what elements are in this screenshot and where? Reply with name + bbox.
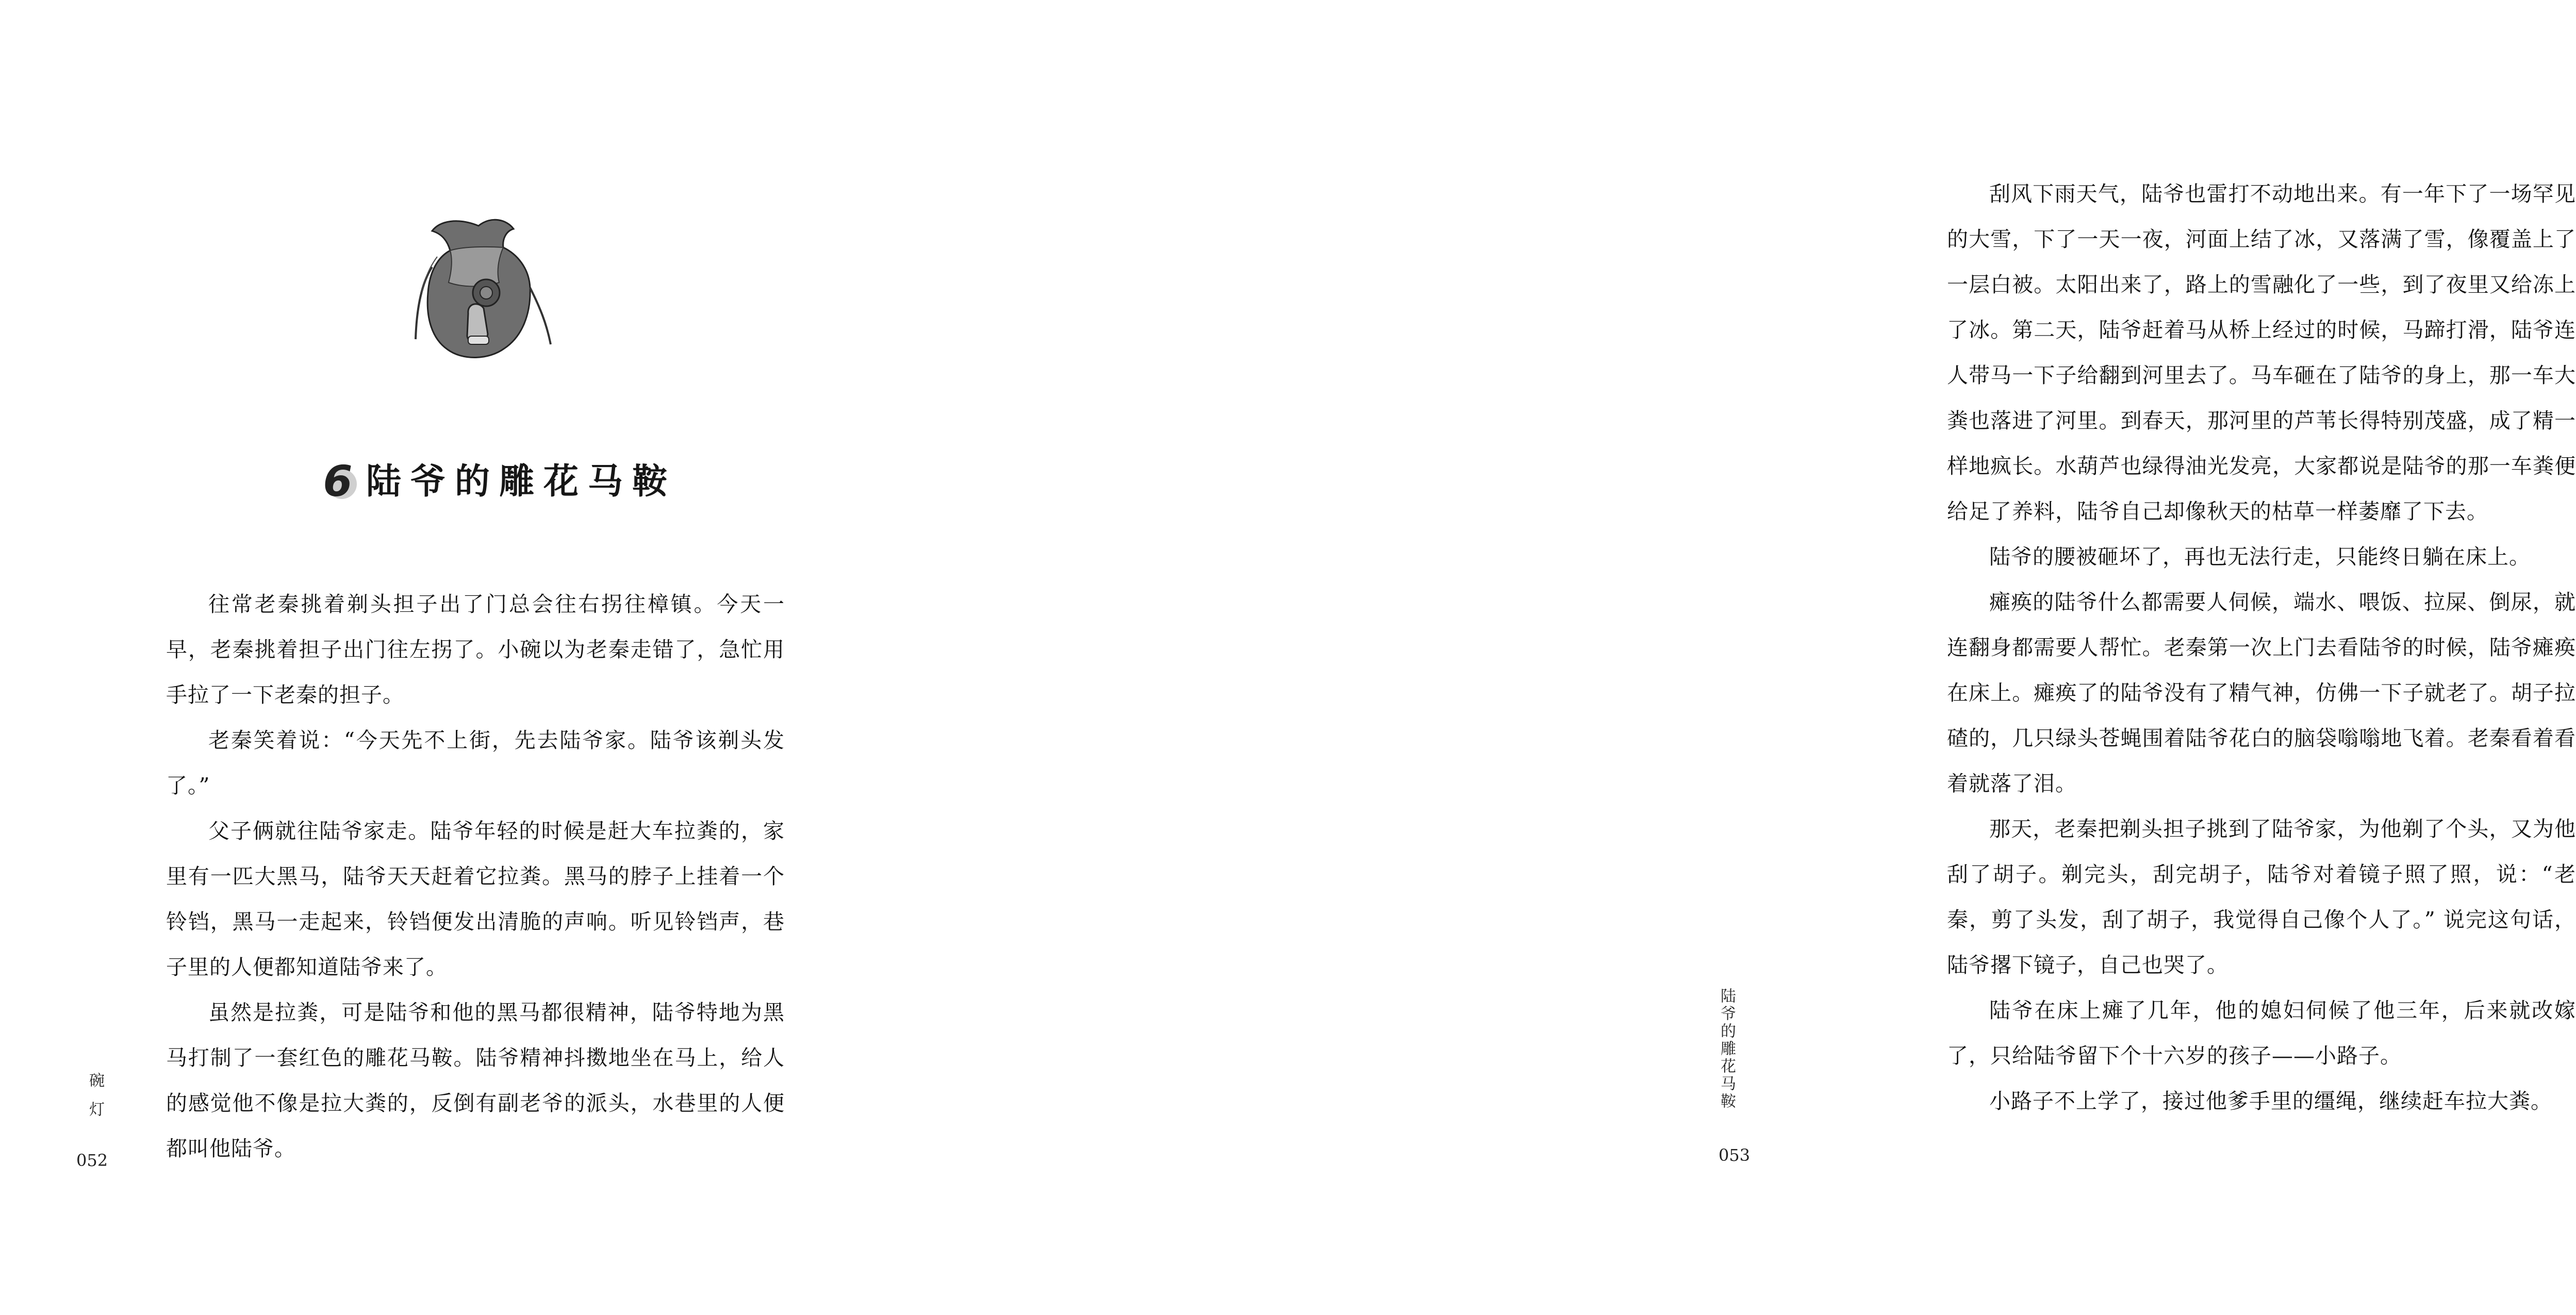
right-body-text [1947, 171, 2576, 1124]
paragraph: 老秦笑着说：“今天先不上街，先去陆爷家。陆爷该剃头发了。” [166, 728, 785, 798]
running-head-right: 陆爷的雕花马鞍 [1718, 988, 1736, 1110]
paragraph: 父子俩就往陆爷家走。陆爷年轻的时候是赶大车拉粪的，家里有一匹大黑马，陆爷天天赶着它拉粪。黑马的脖子上挂着一个铃铛，黑马一走起来，铃铛便发出清脆的声响。听见铃铛声，巷子里的人便都知道陆爷来了。 [166, 819, 785, 979]
left-body-text [166, 581, 785, 1171]
paragraph: 陆爷在床上瘫了几年，他的媳妇伺候了他三年，后来就改嫁了，只给陆爷留下个十六岁的孩子——小路子。 [1947, 998, 2576, 1068]
page-number-right: 053 [1719, 1145, 1751, 1165]
paragraph: 陆爷的腰被砸坏了，再也无法行走，只能终日躺在床上。 [1989, 544, 2531, 569]
paragraph: 刮风下雨天气，陆爷也雷打不动地出来。有一年下了一场罕见的大雪，下了一天一夜，河面上结了冰，又落满了雪，像覆盖上了一层白被。太阳出来了，路上的雪融化了一些，到了夜里又给冻上了冰。第二天，陆爷赶着马从桥上经过的时候，马蹄打滑，陆爷连人带马一下子给翻到河里去了。马车砸在了陆爷的身上，那一车大粪也落进了河里。到春天，那河里的芦苇长得特别茂盛，成了精一样地疯长。水葫芦也绿得油光发亮，大家都说是陆爷的那一车粪便给足了养料，陆爷自己却像秋天的枯草一样萎靡了下去。 [1947, 181, 2576, 524]
paragraph: 往常老秦挑着剃头担子出了门总会往右拐往樟镇。今天一早，老秦挑着担子出门往左拐了。小碗以为老秦走错了，急忙用手拉了一下老秦的担子。 [166, 592, 785, 707]
chapter-heading [309, 454, 701, 510]
left-page [0, 0, 907, 1315]
paragraph: 那天，老秦把剃头担子挑到了陆爷家，为他剃了个头，又为他刮了胡子。剃完头，刮完胡子，陆爷对着镜子照了照，说：“老秦，剪了头发，刮了胡子，我觉得自己像个人了。” 说完这句话，陆爷撂下镜子，自己也哭了。 [1947, 817, 2576, 977]
chapter-number: 6 [309, 454, 366, 510]
paragraph: 瘫痪的陆爷什么都需要人伺候，端水、喂饭、拉屎、倒尿，就连翻身都需要人帮忙。老秦第一次上门去看陆爷的时候，陆爷瘫痪在床上。瘫痪了的陆爷没有了精气神，仿佛一下子就老了。胡子拉碴的，几只绿头苍蝇围着陆爷花白的脑袋嗡嗡地飞着。老秦看着看着就落了泪。 [1947, 590, 2576, 796]
page-number-left: 052 [76, 1151, 108, 1170]
paragraph: 小路子不上学了，接过他爹手里的缰绳，继续赶车拉大粪。 [1989, 1089, 2552, 1113]
paragraph: 虽然是拉粪，可是陆爷和他的黑马都很精神，陆爷特地为黑马打制了一套红色的雕花马鞍。陆爷精神抖擞地坐在马上，给人的感觉他不像是拉大粪的，反倒有副老爷的派头，水巷里的人便都叫他陆爷。 [166, 1000, 785, 1161]
saddle-illustration [401, 210, 556, 375]
running-head-left: 碗灯 [86, 1072, 104, 1130]
right-page [907, 0, 2576, 1315]
chapter-title: 陆爷的雕花马鞍 [366, 461, 677, 502]
